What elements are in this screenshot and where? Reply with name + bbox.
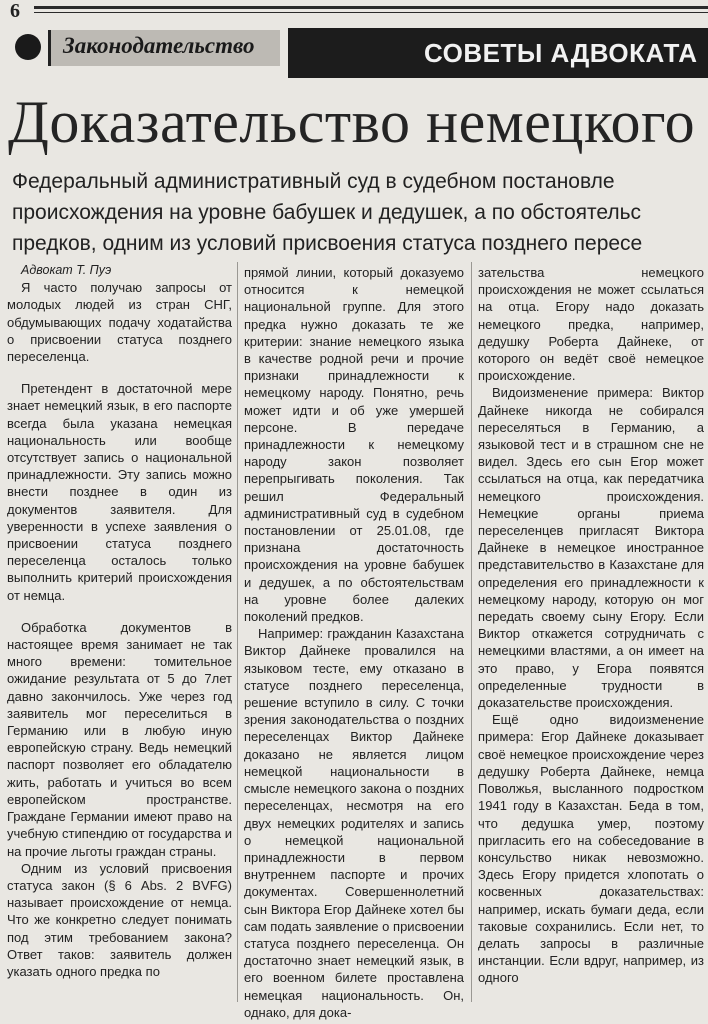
section-banner: [288, 28, 708, 78]
lead-line: Федеральный административный суд в судебном постановле: [12, 170, 615, 193]
article-column-3: [478, 264, 704, 987]
column-divider: [237, 262, 238, 1002]
page-number: 6: [10, 0, 20, 22]
bullet-dot-icon: [15, 34, 41, 60]
paragraph: Ещё одно видоизменение примера: Егор Дайнеке доказывает своё немецкое происхождение через дедушку Роберта Дайнеке, немца Поволжья, высланного подростком 1941 году в Казахстан. Беда в том, что дедушка умер, поэтому пригласить его на собеседование в консульство никак невозможно. Здесь Егору придется хлопотать о косвенных доказательствах: например, искать бумаги деда, если таковые сохранились. Если нет, то делать запросы в различные инстанции. Если вдруг, например, из одного: [478, 712, 704, 986]
article-author: Адвокат Т. Пуэ: [21, 263, 112, 277]
paragraph: зательства немецкого происхождения не может ссылаться на отца. Егору надо доказать немецкого предка, например, дедушку Роберта Дайнеке, от которого он ведёт своё немецкое происхождение.: [478, 265, 704, 384]
top-rule-thin: [34, 12, 708, 13]
paragraph: Обработка документов в настоящее время занимает не так много времени: томительное ожидание результата от 5 до 7лет давно закончилось. Уже через год заявитель мог переселиться в Германию или в любую иную европейскую страну. Ведь немецкий паспорт позволяет его обладателю жить, работать и учиться во всем европейском пространстве. Граждане Германии имеют право на учебную стипендию от государства и на прочие льготы граждан страны.: [7, 619, 232, 859]
lead-line: предков, одним из условий присвоения статуса позднего пересе: [12, 232, 643, 255]
paragraph: Например: гражданин Казахстана Виктор Дайнеке провалился на языковом тесте, ему отказано в статусе позднего переселенца, решение вступило в силу. С точки зрения законодательства о поздних переселенцах Виктор Дайнеке доказано не является лицом немецкой национальности в смысле немецкого закона о поздних переселенцах, несмотря на его двух немецких родителях и запись о немецкой национальной принадлежности в первом внутреннем паспорте и прочих документах. Совершеннолетний сын Виктора Егор Дайнеке хотел бы сам подать заявление о присвоении статуса позднего переселенца. Он достаточно знает немецкий язык, в его военном билете проставлена немецкая национальность. Он, однако, для дока-: [244, 626, 464, 1020]
article-lead: [12, 166, 708, 259]
paragraph: Видоизменение примера: Виктор Дайнеке никогда не собирался переселяться в Германию, а языковой тест и в страшном сне не видел. Здесь его сын Егор может ссылаться на отца, как передатчика немецкого происхождения. Немецкие органы приема переселенцев пригласят Виктора Дайнеке в немецкое иностранное представительство в Казахстане для определения его принадлежности к немецкому народу, которую он мог передать своему сыну Егору. Если Виктор откажется сотрудничать с немецкими властями, а он имеет на это право, у Егора появятся определенные трудности в доказательстве происхождения.: [478, 385, 704, 711]
paragraph: Претендент в достаточной мере знает немецкий язык, в его паспорте всегда была указана немецкая национальность или вообще отсутствует запись о национальной принадлежности. Эту запись можно внести позднее в один из документов заявителя. Для уверенности в успехе заявления о присвоении статуса позднего переселенца осталось только выполнить критерий происхождения от немца.: [7, 381, 232, 603]
article-headline: Доказательство немецкого: [8, 89, 696, 155]
paragraph: прямой линии, который доказуемо относится к немецкой национальной группе. Для этого предка нужно доказать те же критерии: знание немецкого языка в качестве родной речи и прочие признаки принадлежности к немецкому народу. Понятно, речь может идти и об уже умершей персоне. В передаче принадлежности к немецкому народу закон позволяет перепрыгивать поколения. Так решил Федеральный административный суд в судебном постановлении от 25.01.08, где признана достаточность происхождения на уровне бабушек и дедушек, а по обстоятельствам на уровне более далеких поколений предков.: [244, 265, 464, 625]
column-divider: [471, 262, 472, 1002]
article-column-2: [244, 264, 464, 1021]
rubric-text: Законодательство: [63, 33, 255, 58]
lead-line: происхождения на уровне бабушек и дедушек, а по обстоятельс: [12, 201, 642, 224]
section-banner-text: СОВЕТЫ АДВОКАТА: [424, 38, 698, 68]
top-rule: [34, 6, 708, 9]
paragraph: Одним из условий присвоения статуса закон (§ 6 Abs. 2 BVFG) называет происхождение от немца. Что же конкретно следует понимать под этим требованием закона? Ответ таков: заявитель должен указать одного предка по: [7, 860, 232, 979]
article-column-1: [7, 262, 232, 980]
rubric-label: [48, 30, 280, 66]
paragraph: Я часто получаю запросы от молодых людей из стран СНГ, обдумывающих подачу ходатайства о присвоении статуса позднего переселенца.: [7, 280, 232, 365]
